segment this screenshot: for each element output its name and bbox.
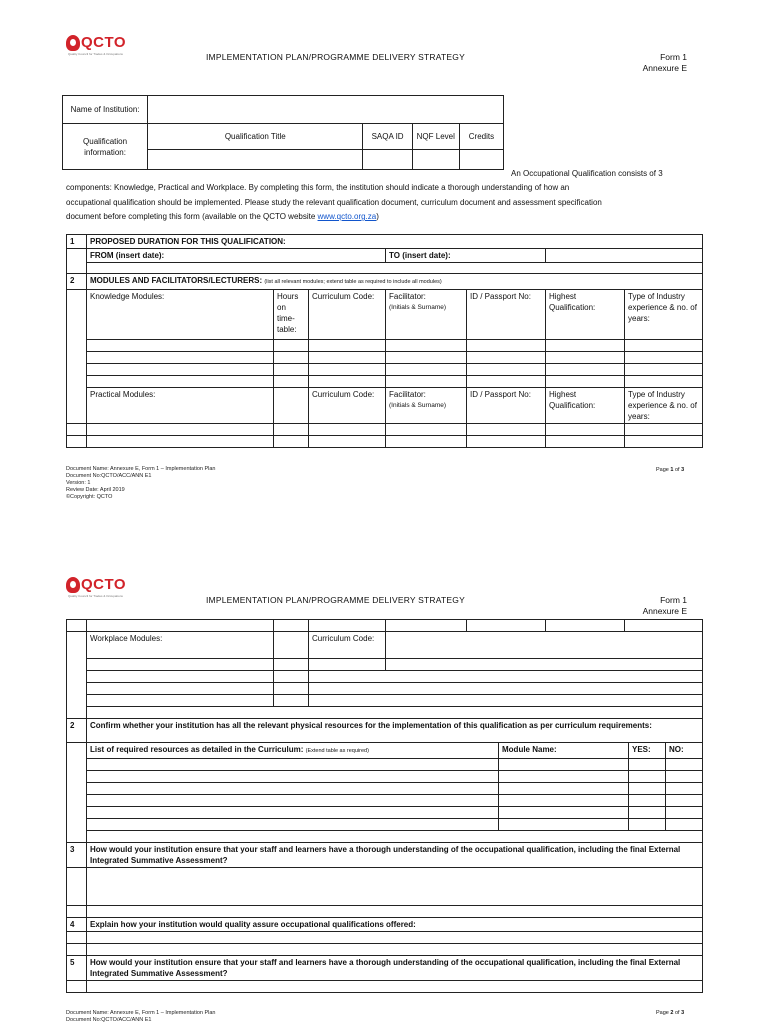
table-row: [67, 376, 703, 388]
question-4-answer-field[interactable]: [87, 932, 703, 944]
qualification-title-field[interactable]: [148, 150, 363, 170]
form-label: [600, 52, 687, 74]
resources-list-header: List of required resources as detailed in the Curriculum: (Extend table as required): [87, 743, 499, 759]
name-of-institution-field[interactable]: [148, 96, 504, 124]
no-header: NO:: [666, 743, 703, 759]
table-row: [67, 831, 703, 843]
question-2-number: 2: [67, 719, 87, 743]
form-number: Form 1: [660, 52, 687, 62]
table-row: [67, 671, 703, 683]
knowledge-modules-header: Knowledge Modules:: [87, 290, 274, 340]
table-row: [67, 340, 703, 352]
id-passport-header: ID / Passport No:: [467, 388, 546, 424]
question-3-answer-field[interactable]: [87, 868, 703, 906]
curriculum-code-header: Curriculum Code:: [309, 388, 386, 424]
footer-page-2: Document Name: Annexure E, Form 1 – Implementation Plan Document No:QCTO/ACC/ANN E1: [66, 1010, 216, 1023]
section-1-title: PROPOSED DURATION FOR THIS QUALIFICATION:: [87, 235, 703, 249]
highest-qualification-header: Highest Qualification:: [546, 290, 625, 340]
intro-line: occupational qualification should be implemented. Please study the relevant qualification document, curriculum document and assessment specification: [66, 197, 602, 207]
to-date-label: TO (insert date):: [386, 249, 546, 263]
table-row: [67, 352, 703, 364]
question-2-text: Confirm whether your institution has all the relevant physical resources for the implementation of this qualification as per curriculum requirements:: [87, 719, 703, 743]
saqa-id-field[interactable]: [363, 150, 412, 170]
id-passport-header: ID / Passport No:: [467, 290, 546, 340]
qcto-logo-text: QCTO: [81, 34, 127, 51]
question-4-number: 4: [67, 918, 87, 932]
table-row: [67, 783, 703, 795]
credits-field[interactable]: [459, 150, 503, 170]
question-5-answer-field[interactable]: [87, 981, 703, 993]
footer-page-1: Document Name: Annexure E, Form 1 – Implementation Plan Document No:QCTO/ACC/ANN E1 Version: 1 Review Date: April 2019 ©Copyright: QCTO: [66, 466, 216, 500]
page-number-1: Page 1 of 3: [656, 467, 685, 473]
page-title: IMPLEMENTATION PLAN/PROGRAMME DELIVERY STRATEGY: [206, 595, 465, 605]
practical-modules-header: Practical Modules:: [87, 388, 274, 424]
table-row: [67, 683, 703, 695]
table-row: [67, 771, 703, 783]
yes-header: YES:: [629, 743, 666, 759]
table-row: [67, 695, 703, 707]
intro-paragraph: [66, 181, 706, 225]
workplace-table: [66, 619, 703, 719]
name-of-institution-label: Name of Institution:: [63, 96, 148, 124]
qcto-logo-tagline: Quality Council for Trades & Occupations: [68, 52, 123, 56]
highest-qualification-header: Highest Qualification:: [546, 388, 625, 424]
resources-table: [66, 718, 703, 993]
workplace-modules-header: Workplace Modules:: [87, 632, 274, 659]
section-1-number: 1: [67, 235, 87, 249]
to-date-field[interactable]: [546, 249, 703, 263]
question-4-text: Explain how your institution would quality assure occupational qualifications offered:: [87, 918, 703, 932]
section-2-title: MODULES AND FACILITATORS/LECTURERS: (list all relevant modules; extend table as required to include all modules): [87, 274, 703, 290]
qcto-logo: [66, 34, 127, 56]
facilitator-header: Facilitator: (Initials & Surname): [386, 388, 467, 424]
qualification-title-header: Qualification Title: [148, 124, 363, 150]
qcto-logo-text: QCTO: [81, 576, 127, 593]
question-3-number: 3: [67, 843, 87, 868]
intro-line: document before completing this form (available on the QCTO website www.qcto.org.za): [66, 212, 379, 221]
annexure-label: Annexure E: [642, 63, 687, 73]
table-row: [67, 364, 703, 376]
table-row: [67, 659, 703, 671]
question-3-text: How would your institution ensure that your staff and learners have a thorough understanding of the occupational qualification, including the final External Integrated Summative Assessment?: [87, 843, 703, 868]
industry-experience-header: Type of Industry experience & no. of years:: [625, 290, 703, 340]
table-row: [67, 707, 703, 719]
question-5-number: 5: [67, 956, 87, 981]
qcto-logo-tagline: Quality Council for Trades & Occupations: [68, 594, 123, 598]
question-5-text: How would your institution ensure that your staff and learners have a thorough understanding of the occupational qualification, including the final External Integrated Summative Assessment?: [87, 956, 703, 981]
credits-header: Credits: [459, 124, 503, 150]
institution-info-table: [62, 95, 504, 170]
curriculum-code-header: Curriculum Code:: [309, 290, 386, 340]
qualification-information-label: Qualification information:: [63, 124, 148, 170]
module-name-header: Module Name:: [499, 743, 629, 759]
facilitator-header: Facilitator: (Initials & Surname): [386, 290, 467, 340]
qcto-logo-mark: [66, 35, 80, 51]
intro-text-start: An Occupational Qualification consists of 3: [511, 169, 663, 178]
modules-table: [66, 234, 703, 448]
saqa-id-header: SAQA ID: [363, 124, 412, 150]
qcto-logo: [66, 576, 127, 598]
section-2-number: 2: [67, 274, 87, 290]
page-title: IMPLEMENTATION PLAN/PROGRAMME DELIVERY STRATEGY: [206, 52, 465, 62]
date-spacer-row: [87, 263, 703, 274]
qcto-website-link[interactable]: www.qcto.org.za: [317, 212, 377, 221]
hours-header: Hours on time-table:: [274, 290, 309, 340]
annexure-label: Annexure E: [642, 606, 687, 616]
table-row: [67, 436, 703, 448]
table-row: [67, 807, 703, 819]
table-row: [67, 819, 703, 831]
table-row: [67, 424, 703, 436]
page-number-2: Page 2 of 3: [656, 1010, 685, 1016]
table-row: [67, 759, 703, 771]
table-row: [67, 795, 703, 807]
nqf-level-header: NQF Level: [412, 124, 459, 150]
form-label: [600, 595, 687, 617]
industry-experience-header: Type of Industry experience & no. of years:: [625, 388, 703, 424]
nqf-level-field[interactable]: [412, 150, 459, 170]
qcto-logo-mark: [66, 577, 80, 593]
from-date-label: FROM (insert date):: [87, 249, 386, 263]
intro-line: components: Knowledge, Practical and Workplace. By completing this form, the institution should indicate a thorough understanding of how an: [66, 183, 570, 192]
curriculum-code-header: Curriculum Code:: [309, 632, 386, 659]
form-number: Form 1: [660, 595, 687, 605]
